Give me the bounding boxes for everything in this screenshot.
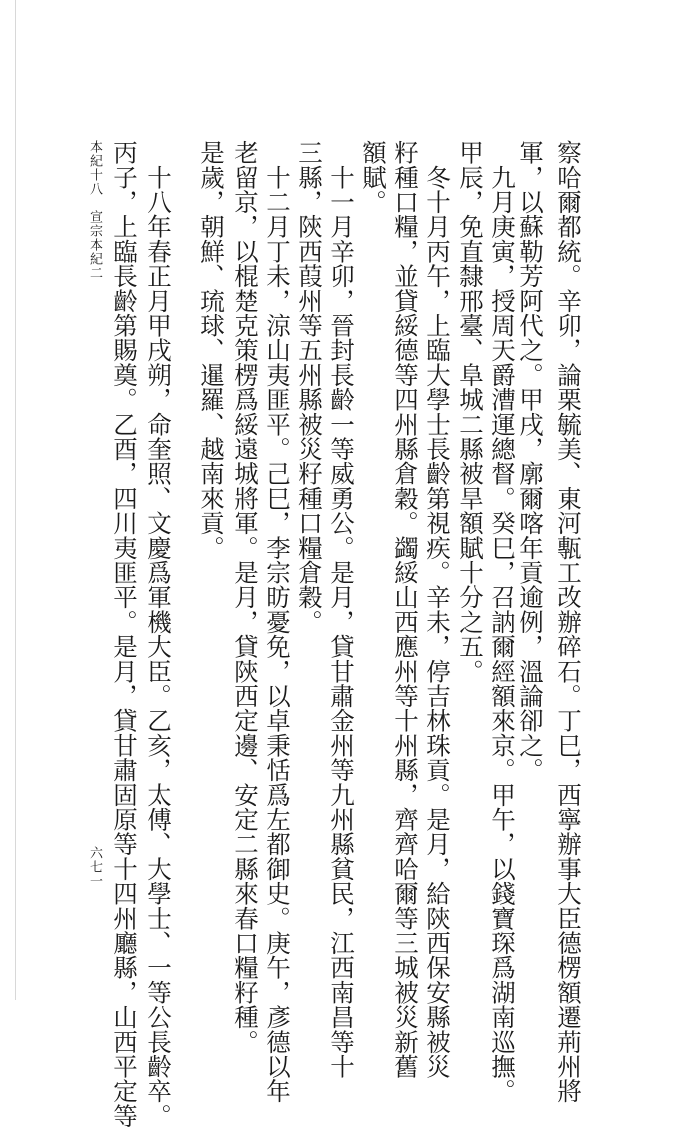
- text-column-14: 丙子，上臨長齡第賜奠。乙酉，四川夷匪平。是月，貸甘肅固原等十四州廳縣，山西平定等: [110, 140, 139, 1128]
- text-column-10: 十二月丁未，涼山夷匪平。己巳，李宗昉憂免，以卓秉恬爲左都御史。庚午，彥德以年: [263, 140, 292, 1104]
- text-column-12: 是歲，朝鮮、琉球、暹羅、越南來貢。: [197, 140, 226, 560]
- running-footer-chapter: 本紀十八 宣宗本紀二: [87, 140, 102, 280]
- text-column-11: 老留京，以棍楚克策楞爲綏遠城將軍。是月，貸陝西定邊、安定二縣來春口糧籽種。: [231, 140, 260, 1054]
- text-column-8: 十一月辛卯，晉封長齡一等威勇公。是月，貸甘肅金州等九州縣貧民，江西南昌等十: [327, 140, 356, 1079]
- text-column-3: 九月庚寅，授周天爵漕運總督。癸巳，召訥爾經額來京。甲午，以錢寶琛爲湖南巡撫。: [488, 140, 517, 1104]
- text-column-5: 冬十月丙午，上臨大學士長齡第視疾。辛未，停吉林珠貢。是月，給陝西保安縣被災: [423, 140, 452, 1079]
- page-spine-edge: [15, 0, 16, 1000]
- text-column-1: 察哈爾都統。辛卯，論栗毓美、東河甎工改辦碎石。丁巳，西寧辦事大臣德楞額遷荊州將: [554, 140, 583, 1104]
- text-column-9: 三縣，陝西葭州等五州縣被災籽種口糧倉穀。: [295, 140, 324, 634]
- text-column-4: 甲辰，免直隸邢臺、阜城二縣被旱額賦十分之五。: [456, 140, 485, 684]
- text-column-2: 軍，以蘇勒芳阿代之。甲戌，廓爾喀年貢逾例，溫論卻之。: [516, 140, 545, 783]
- text-column-7: 額賦。: [359, 140, 388, 215]
- text-column-13: 十八年春正月甲戌朔，命奎照、文慶爲軍機大臣。乙亥，太傅、大學士、一等公長齡卒。: [144, 140, 173, 1128]
- text-column-6: 籽種口糧，並貸綏德等四州縣倉穀。蠲綏山西應州等十州縣，齊齊哈爾等三城被災新舊: [391, 140, 420, 1079]
- page-number: 六七一: [87, 846, 102, 888]
